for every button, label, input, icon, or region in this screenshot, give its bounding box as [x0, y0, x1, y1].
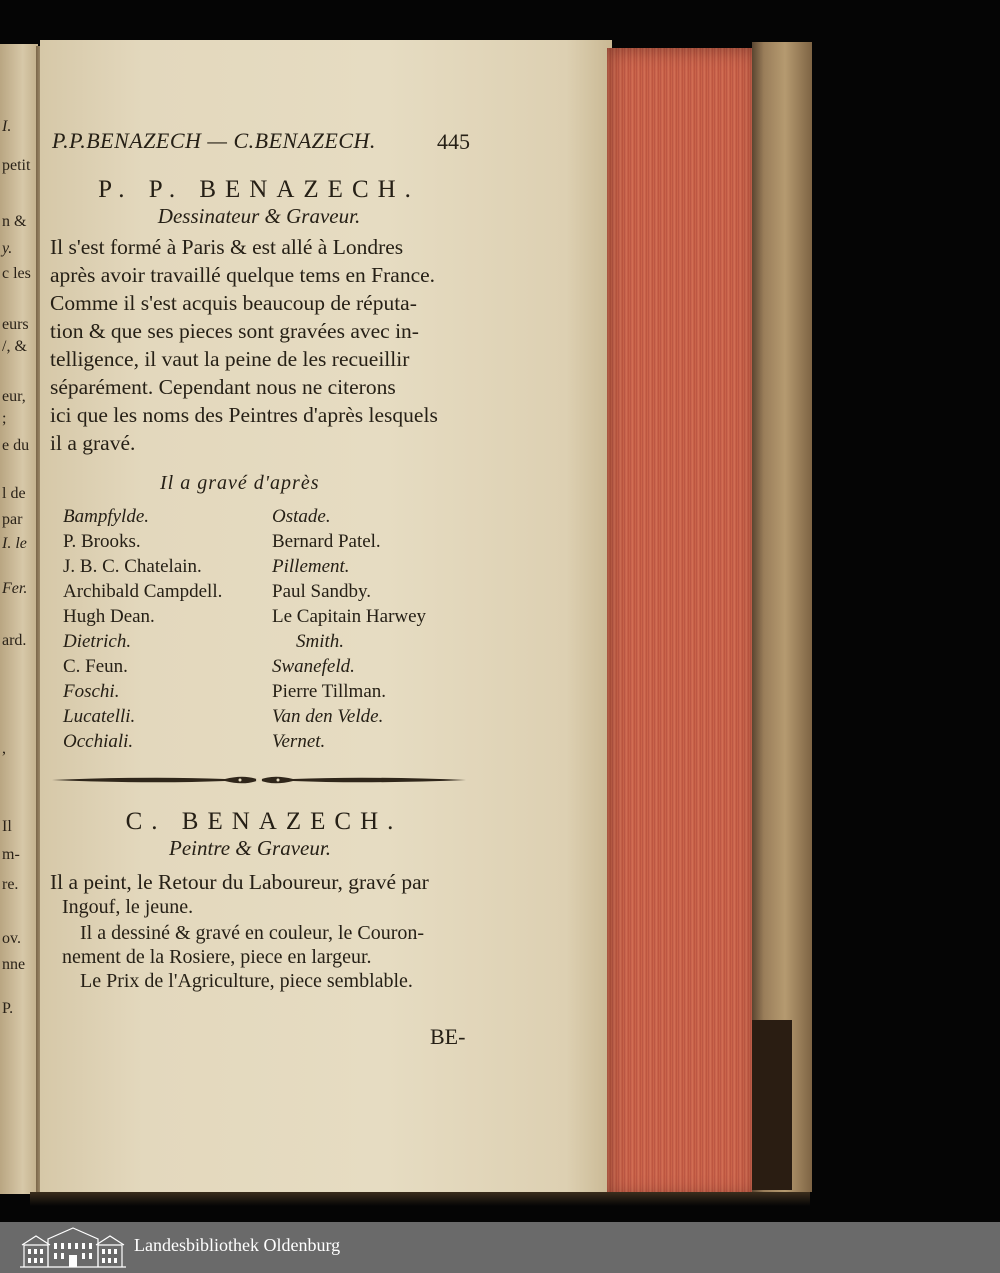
painter-name: J. B. C. Chatelain.	[63, 556, 202, 577]
painter-name: Paul Sandby.	[272, 581, 372, 602]
painter-name: Hugh Dean.	[63, 606, 155, 627]
painter-name: Lucatelli.	[63, 706, 136, 727]
painter-name: Smith.	[296, 631, 345, 652]
painter-name: Occhiali.	[63, 731, 134, 752]
entry-heading: P. P. BENAZECH.	[98, 176, 420, 203]
painter-name: Bernard Patel.	[272, 531, 381, 552]
page-edges	[607, 48, 759, 1198]
body-line: nement de la Rosiere, piece en largeur.	[62, 946, 372, 968]
page-number: 445	[437, 129, 470, 154]
margin-fragment: petit	[2, 157, 31, 174]
body-line: Le Prix de l'Agriculture, piece semblable.	[80, 970, 413, 992]
margin-fragment: c les	[2, 265, 31, 282]
entry-subheading: Peintre & Graveur.	[169, 836, 331, 860]
catchword: BE-	[430, 1024, 466, 1049]
margin-fragment: m-	[2, 846, 20, 863]
entry-subheading: Dessinateur & Graveur.	[157, 204, 361, 228]
margin-fragment: ;	[2, 410, 7, 427]
margin-fragment: nne	[2, 956, 26, 973]
margin-fragment: e du	[2, 437, 30, 454]
painter-name: Foschi.	[63, 681, 120, 702]
body-line: Il a dessiné & gravé en couleur, le Couron-	[80, 922, 425, 944]
margin-fragment: P.	[2, 1000, 14, 1017]
painter-name: Bampfylde.	[63, 506, 150, 527]
body-line: ici que les noms des Peintres d'après lesquels	[50, 403, 438, 427]
margin-fragment: Il	[2, 818, 12, 835]
margin-fragment: I. le	[2, 535, 27, 552]
margin-fragment: l de	[2, 485, 26, 502]
body-line: après avoir travaillé quelque tems en France.	[50, 263, 436, 287]
painter-name: Le Capitain Harwey	[272, 606, 427, 627]
painter-name: Van den Velde.	[272, 706, 384, 727]
body-line: telligence, il vaut la peine de les recueillir	[50, 347, 410, 371]
book-cover-dark	[752, 1020, 792, 1190]
margin-fragment: eurs	[2, 316, 29, 333]
ornamental-rule-icon	[50, 773, 468, 787]
painter-name: Archibald Campdell.	[63, 581, 223, 602]
margin-fragment: re.	[2, 876, 19, 893]
margin-fragment: /, &	[2, 338, 27, 355]
painter-name: Pillement.	[272, 556, 350, 577]
body-line: séparément. Cependant nous ne citerons	[50, 375, 396, 399]
painter-name: C. Feun.	[63, 656, 128, 677]
margin-fragment: ,	[2, 740, 6, 757]
margin-fragment: ard.	[2, 632, 27, 649]
library-name: Landesbibliothek Oldenburg	[134, 1235, 341, 1255]
margin-fragment: I.	[2, 118, 12, 135]
painter-name: P. Brooks.	[63, 531, 141, 552]
library-building-icon	[18, 1225, 128, 1270]
body-line: Il a peint, le Retour du Laboureur, gravé par	[50, 870, 429, 894]
entry-heading: C. BENAZECH.	[125, 808, 403, 835]
body-line: Il s'est formé à Paris & est allé à Londres	[50, 235, 404, 259]
margin-fragment: eur,	[2, 388, 26, 405]
running-head: P.P.BENAZECH — C.BENAZECH.	[52, 128, 376, 153]
body-line: Ingouf, le jeune.	[62, 896, 194, 918]
list-title: Il a gravé d'après	[160, 472, 320, 494]
painter-name: Vernet.	[272, 731, 326, 752]
margin-fragment: par	[2, 511, 23, 528]
margin-fragment: ov.	[2, 930, 21, 947]
footer-bar	[0, 1222, 1000, 1273]
painter-name: Dietrich.	[63, 631, 132, 652]
painter-name: Ostade.	[272, 506, 331, 527]
margin-fragment: n &	[2, 213, 27, 230]
margin-fragment: Fer.	[2, 580, 28, 597]
painter-name: Swanefeld.	[272, 656, 355, 677]
body-line: tion & que ses pieces sont gravées avec in-	[50, 319, 419, 343]
painter-name: Pierre Tillman.	[272, 681, 387, 702]
body-line: Comme il s'est acquis beaucoup de réputa-	[50, 291, 417, 315]
body-line: il a gravé.	[50, 431, 136, 455]
page-shadow	[30, 1192, 810, 1206]
margin-fragment: y.	[2, 240, 13, 257]
